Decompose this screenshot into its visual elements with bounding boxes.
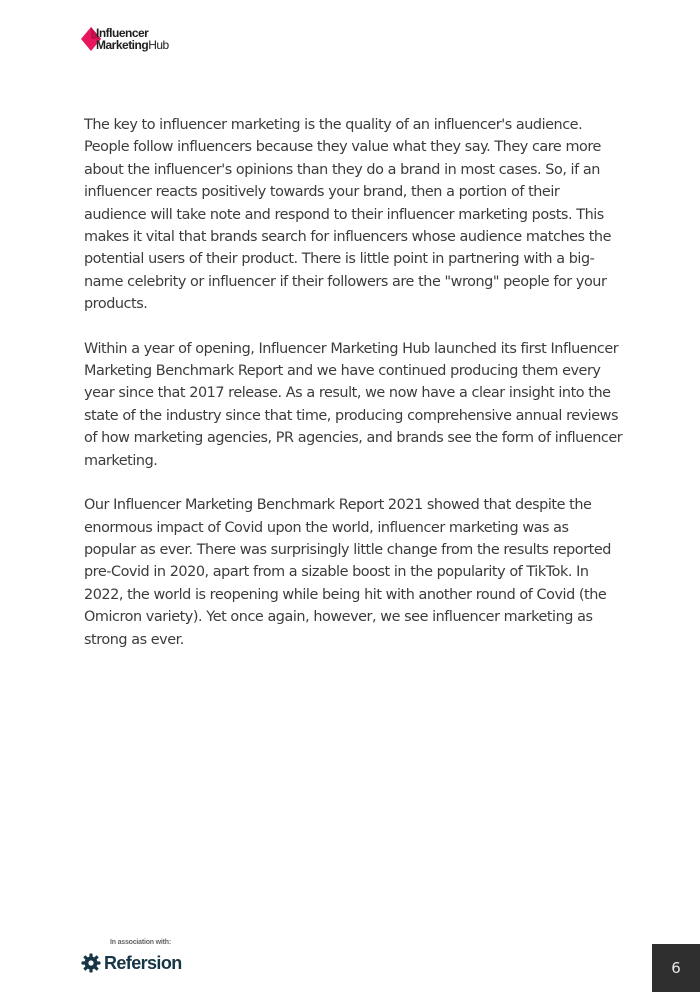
body-text	[84, 114, 624, 673]
logo-line2-bold: Marketing	[96, 38, 149, 52]
paragraph-1: The key to influencer marketing is the quality of an influencer's audience. People follow influencers because they value what they say. They care more about the influencer's opinions than they do a brand in most cases. So, if an influencer reacts positively towards your brand, then a portion of their audience will take note and respond to their influencer marketing posts. This makes it vital that brands search for influencers whose audience matches the potential users of their product. There is little point in partnering with a big-name celebrity or influencer if their followers are the "wrong" people for your products.	[84, 117, 611, 313]
page-number: 6	[652, 944, 700, 992]
logo-line1: Influencer	[96, 26, 149, 40]
logo-line2-regular: Hub	[148, 38, 169, 52]
refersion-logo	[81, 952, 201, 976]
influencer-marketing-hub-logo	[81, 26, 201, 54]
association-label: In association with:	[110, 939, 171, 946]
paragraph-3: Our Influencer Marketing Benchmark Report 2021 showed that despite the enormous impact of Covid upon the world, influencer marketing was as popular as ever. There was surprisingly little change from the results reported pre-Covid in 2020, apart from a sizable boost in the popularity of TikTok. In 2022, the world is reopening while being hit with another round of Covid (the Omicron variety). Yet once again, however, we see influencer marketing as strong as ever.	[84, 497, 611, 648]
logo-line2	[96, 39, 169, 51]
paragraph-2: Within a year of opening, Influencer Marketing Hub launched its first Influencer Marketing Benchmark Report and we have continued producing them every year since that 2017 release. As a result, we now have a clear insight into the state of the industry since that time, producing comprehensive annual reviews of how marketing agencies, PR agencies, and brands see the form of influencer marketing.	[84, 340, 623, 469]
refersion-gear-icon	[81, 953, 101, 973]
logo-wordmark	[96, 27, 169, 51]
refersion-wordmark: Refersion	[104, 953, 182, 973]
